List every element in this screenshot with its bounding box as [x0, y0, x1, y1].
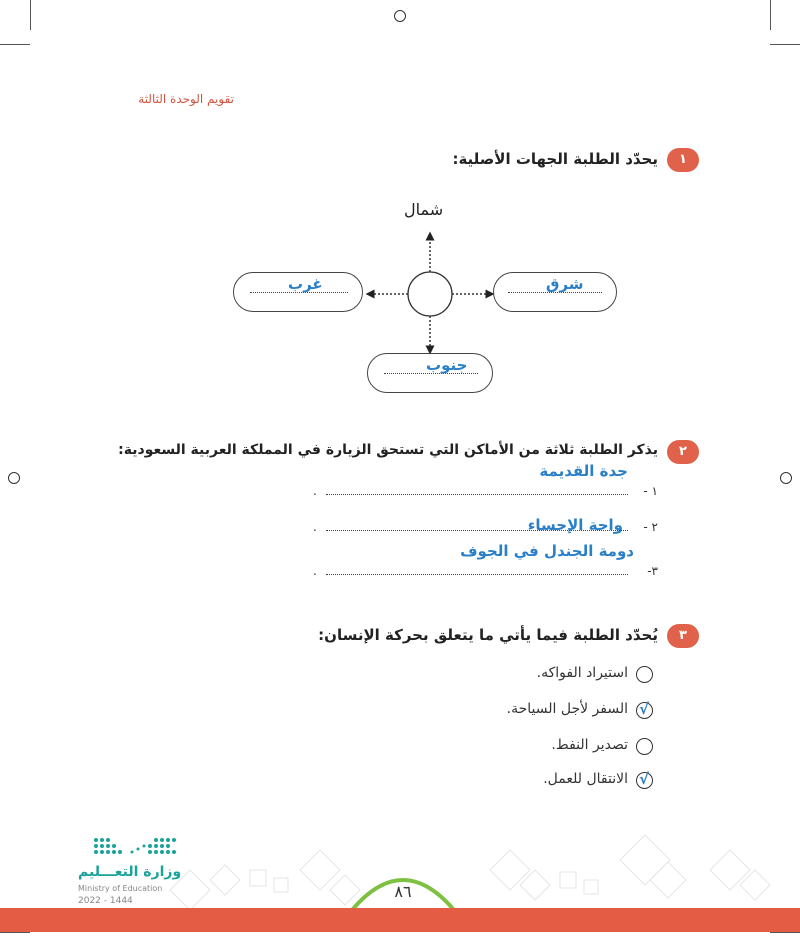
answer-line-1-period: .: [313, 484, 317, 498]
option-1-radio[interactable]: [636, 666, 653, 683]
question-2-text: يذكر الطلبة ثلاثة من الأماكن التي تستحق الزيارة في المملكة العربية السعودية:: [118, 442, 658, 458]
option-3-label: تصدير النفط.: [551, 737, 628, 753]
crop-mark: [770, 0, 771, 30]
place-answer-3: دومة الجندل في الجوف: [460, 542, 634, 560]
ministry-name-en: Ministry of Education: [78, 884, 163, 893]
north-label: شمال: [404, 200, 444, 219]
check-mark-icon: √: [639, 770, 650, 788]
crop-mark: [30, 0, 31, 30]
answer-line-3: [326, 574, 628, 575]
option-1-label: استيراد الفواكه.: [536, 665, 628, 681]
crop-mark: [770, 932, 800, 933]
crop-mark: [0, 932, 30, 933]
crop-mark: [770, 44, 800, 45]
question-number-1: ١: [667, 148, 699, 172]
question-1-text: يحدّد الطلبة الجهات الأصلية:: [452, 150, 658, 168]
item-index-2: ٢ -: [643, 520, 658, 534]
check-mark-icon: √: [639, 700, 650, 718]
ministry-name-ar: وزارة التعـــليم: [78, 864, 182, 880]
option-4-label: الانتقال للعمل.: [543, 771, 628, 787]
place-answer-2: واحة الإحساء: [527, 516, 623, 534]
east-answer: شرق: [546, 275, 584, 293]
page-number: ٨٦: [394, 882, 412, 901]
option-3-radio[interactable]: [636, 738, 653, 755]
question-3-text: يُحدّد الطلبة فيما يأتي ما يتعلق بحركة الإنسان:: [318, 626, 658, 644]
answer-line-2-period: .: [313, 520, 317, 534]
crop-mark: [0, 44, 30, 45]
option-2-label: السفر لأجل السياحة.: [506, 701, 628, 717]
south-answer: جنوب: [426, 356, 468, 374]
edition-year: 2022 - 1444: [78, 896, 133, 906]
unit-title: تقويم الوحدة الثالثة: [138, 92, 234, 106]
question-number-2: ٢: [667, 440, 699, 464]
place-answer-1: جدة القديمة: [539, 462, 628, 480]
item-index-1: ١ -: [643, 484, 658, 498]
answer-line-3-period: .: [313, 564, 317, 578]
footer-bar: [0, 908, 800, 932]
answer-line-2: [326, 530, 628, 531]
registration-mark-icon: [394, 10, 406, 22]
item-index-3: ٣-: [647, 564, 658, 578]
ministry-logo-icon: [88, 836, 188, 858]
decorative-pattern: [150, 830, 790, 910]
answer-line-1: [326, 494, 628, 495]
registration-mark-icon: [780, 472, 792, 484]
registration-mark-icon: [8, 472, 20, 484]
west-answer: غرب: [288, 275, 323, 293]
question-number-3: ٣: [667, 624, 699, 648]
